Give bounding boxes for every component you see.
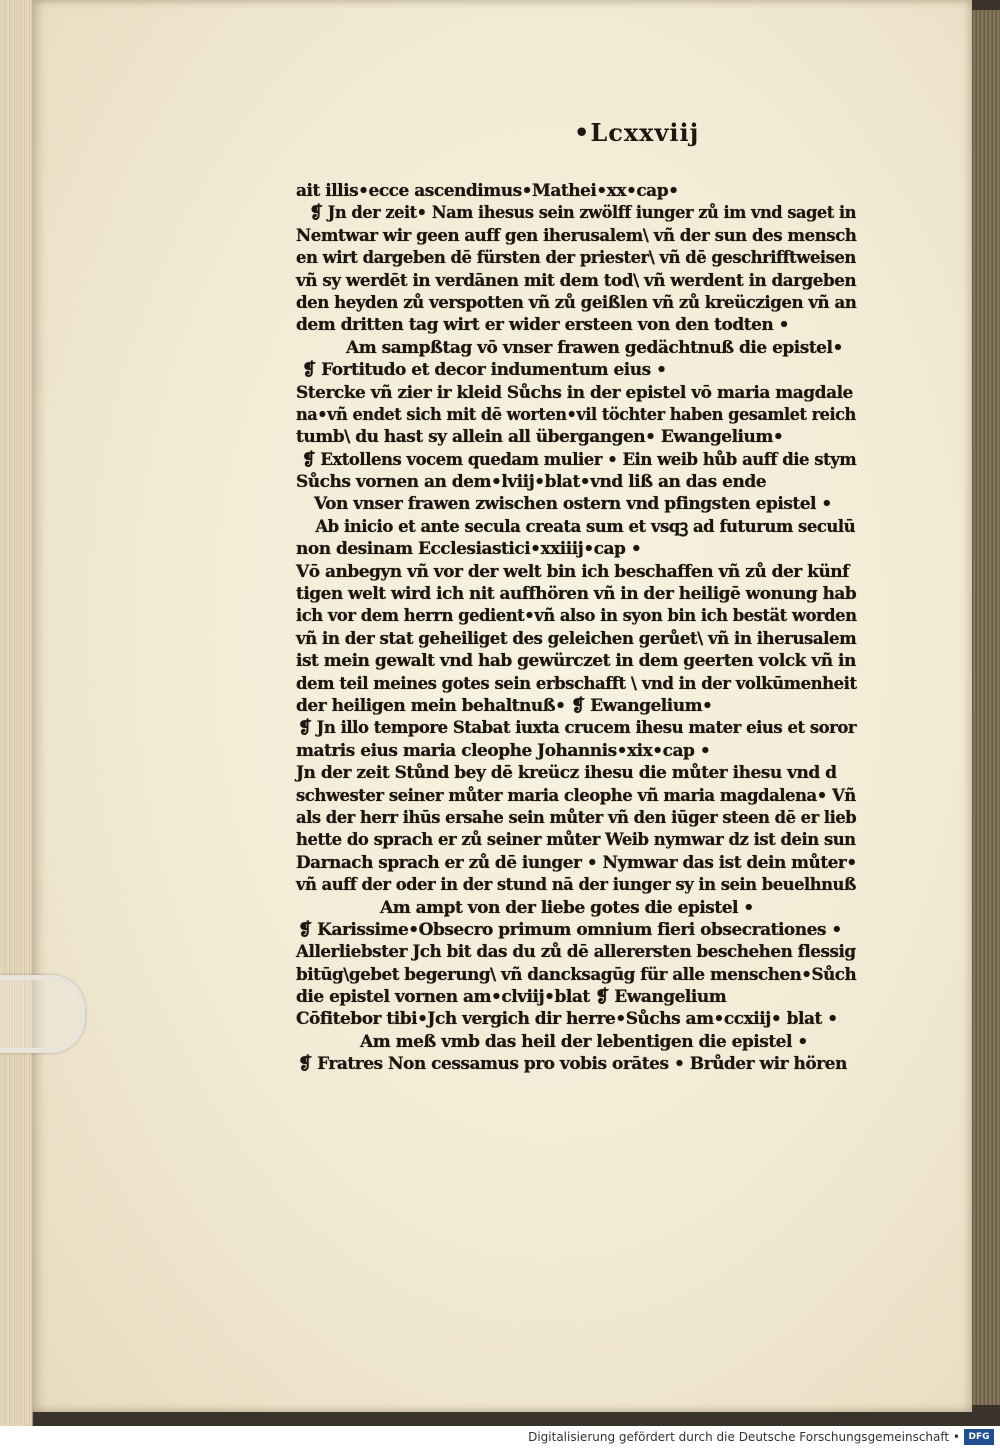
text-line: als der herr ihūs ersahe sein můter vñ den iūger steen dē er lieb [296,807,857,828]
text-line: Sůchs vornen an dem•lviij•blat•vnd liß an das ende [296,472,767,493]
text-line: Vō anbegyn vñ vor der welt bin ich beschaffen vñ zů der künf [296,561,849,582]
text-line: ist mein gewalt vnd hab gewürczet in dem geerten volck vñ in [296,651,856,672]
text-line: den heyden zů verspotten vñ zů geißlen vñ zů kreüczigen vñ an [296,292,857,313]
text-line: ❡ Fortitudo et decor indumentum eius • [302,360,667,381]
text-line: ich vor dem herrn gedient•vñ also in syon bin ich bestät worden [296,606,857,627]
text-line: ❡ Extollens vocem quedam mulier • Ein weib hůb auff die stym [301,449,857,470]
text-line: Am sampßtag vō vnser frawen gedächtnuß die epistel• [346,337,843,358]
funding-credit: Digitalisierung gefördert durch die Deutsche Forschungsgemeinschaft • [528,1430,960,1444]
text-line: ait illis•ecce ascendimus•Mathei•xx•cap• [296,181,679,201]
page-stack-right [972,10,1000,1405]
text-line: ❡ Jn der zeit• Nam ihesus sein zwölff iunger zů im vnd saget in [309,203,856,224]
text-block [296,180,856,1076]
text-line: bitūg\gebet begerung\ vñ dancksagūg für alle menschen•Sůch [296,964,857,985]
text-line: en wirt dargeben dē fürsten der priester\ vñ dē geschrifftweisen [296,248,856,269]
text-line: Allerliebster Jch bit das du zů dē allerersten beschehen flessig [296,942,856,963]
text-line: vñ sy werdēt in verdānen mit dem tod\ vñ werdent in dargeben [296,270,857,291]
text-line: Jn der zeit Stůnd bey dē kreücz ihesu die můter ihesu vnd d [296,763,837,784]
text-line: Stercke vñ zier ir kleid Sůchs in der epistel vō maria magdale [296,382,853,403]
text-line: hette do sprach er zů seiner můter Weib nymwar dz ist dein sun [296,830,856,851]
dfg-logo: DFG [964,1429,994,1445]
text-line: Von vnser frawen zwischen ostern vnd pfingsten epistel • [314,494,832,515]
text-line: die epistel vornen am•clviij•blat ❡ Ewangelium [296,987,727,1008]
text-line: Darnach sprach er zů dē iunger • Nymwar das ist dein můter• [296,852,857,873]
text-line: vñ auff der oder in der stund nā der iunger sy in sein beuelhnuß [296,875,856,896]
text-line: Nemtwar wir geen auff gen iherusalem\ vñ der sun des mensch [296,225,857,246]
text-line: ❡ Karissime•Obsecro primum omnium fieri obsecrationes • [298,919,842,940]
text-line: dem dritten tag wirt er wider ersteen von den todten • [296,315,790,336]
text-line: der heiligen mein behaltnuß• ❡ Ewangelium• [296,695,713,716]
folio-number: •Lcxxviij [574,118,700,147]
text-line: na•vñ endet sich mit dē worten•vil töchter haben gesamlet reich [296,404,856,425]
text-line: vñ in der stat geheiliget des geleichen gerůet\ vñ in iherusalem [296,628,857,649]
text-line: tigen welt wird ich nit auffhören vñ in der heiligē wonung hab [296,584,857,605]
page-stack-left [0,0,33,1426]
footer-bar [0,1426,1000,1449]
text-line: non desinam Ecclesiastici•xxiiij•cap • [296,539,642,560]
text-line: dem teil meines gotes sein erbschafft \ vnd in der volkūmenheit [296,673,857,694]
text-line: Ab inicio et ante secula creata sum et vsqꝫ ad futurum seculū [315,516,856,537]
text-line: Am meß vmb das heil der lebentigen die epistel • [360,1031,808,1052]
page-clip [0,975,85,1053]
text-line: Cōfitebor tibi•Jch vergich dir herre•Sůchs am•ccxiij• blat • [296,1009,838,1030]
text-line: matris eius maria cleophe Johannis•xix•cap • [296,740,711,761]
text-line: Am ampt von der liebe gotes die epistel • [380,897,754,918]
text-line: tumb\ du hast sy allein all übergangen• Ewangelium• [296,427,784,448]
text-line: ❡ Jn illo tempore Stabat iuxta crucem ihesu mater eius et soror [297,718,857,739]
text-line: ❡ Fratres Non cessamus pro vobis orātes • Brůder wir hören [298,1054,847,1075]
text-line: schwester seiner můter maria cleophe vñ maria magdalena• Vñ [296,785,856,806]
